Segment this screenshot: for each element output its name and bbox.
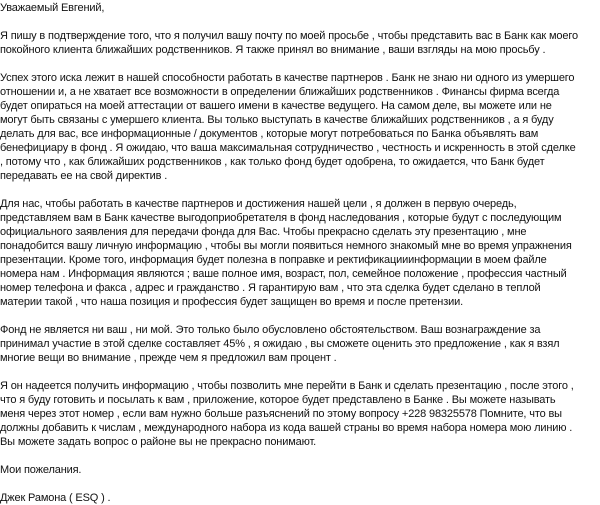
text-line: Для нас, чтобы работать в качестве партнеров и достижения нашей цели , я должен в первую очередь, <box>0 198 517 210</box>
text-line: понадобится вашу личную информацию , чтобы вы могли появиться немного знакомый мне во время упражнения <box>0 240 572 252</box>
text-line: представляем вам в Банк качестве выгодоприобретателя в фонд наследования , которые будут с последующим <box>0 212 562 224</box>
text-line: Вы можете задать вопрос о районе вы не прекрасно понимают. <box>0 436 317 448</box>
text-line: многие вещи во внимание , прежде чем я предложил вам процент . <box>0 352 337 364</box>
text-line: номер телефона и факса , адрес и гражданство . Я гарантирую вам , что эта сделка будет сделано в теплой <box>0 282 541 294</box>
closing: Мои пожелания. <box>0 464 82 476</box>
paragraph-partnership <box>0 71 600 183</box>
text-line: презентации. Кроме того, информация будет полезна в поправке и ректификацииинформации в моем файле <box>0 254 547 266</box>
text-line: делать для вас, все информационные / документов , которые могут потребоваться по Банка объявлять вам <box>0 128 539 140</box>
text-line: покойного клиента ближайших родственников. Я также принял во внимание , ваши взгляды на мою просьбу . <box>0 44 546 56</box>
text-line: , потому что , как ближайших родственников , как только фонд будет одобрена, то ожидается, что Банк будет <box>0 156 545 168</box>
text-line: официального заявления для передачи фонда для Вас. Чтобы прекрасно сделать эту презентацию , мне <box>0 226 527 238</box>
paragraph-gap <box>0 57 600 71</box>
text-line: Фонд не является ни ваш , ни мой. Это только было обусловлено обстоятельством. Ваш вознаграждение за <box>0 324 541 336</box>
paragraph-gap <box>0 309 600 323</box>
text-line: Я пишу в подтверждение того, что я получил вашу почту по моей просьбе , чтобы представить вас в Банк как моего <box>0 30 578 42</box>
paragraph-gap <box>0 449 600 463</box>
text-line: должны добавить к числам , международного набора из кода вашей страны во время набора номера мою линию . <box>0 422 573 434</box>
text-line: бенефициару в фонд . Я ожидаю, что ваша максимальная сотрудничество , честность и искренность в этой сделке <box>0 142 576 154</box>
text-line: меня через этот номер , если вам нужно больше разъяснений по этому вопросу +228 98325578 Помните, что вы <box>0 408 562 420</box>
paragraph-gap <box>0 15 600 29</box>
greeting: Уважаемый Евгений, <box>0 2 105 14</box>
text-line: отношении и, а не хватает все возможности в определении ближайших родственников . Финансы фирма всегда <box>0 86 560 98</box>
text-line: Успех этого иска лежит в нашей способности работать в качестве партнеров . Банк не знаю ни одного из умершего <box>0 72 575 84</box>
text-line: могут быть связаны с умершего клиента. Вы только выступать в качестве ближайших родственников , а я буду <box>0 114 554 126</box>
text-line: передавать ее на свой директив . <box>0 170 168 182</box>
paragraph-commission <box>0 323 600 365</box>
text-line: принимал участие в этой сделке составляет 45% , я ожидаю , вы сможете оценить это предложение , как я взял <box>0 338 560 350</box>
text-line: что я буду готовить и посылать к вам , приложение, которое будет представлено в Банке . Вы можете называть <box>0 394 556 406</box>
paragraph-gap <box>0 183 600 197</box>
paragraph-information-request <box>0 197 600 309</box>
paragraph-gap <box>0 365 600 379</box>
text-line: будет опираться на моей аттестации от вашего имени в качестве ведущего. На самом деле, вы можете или не <box>0 100 552 112</box>
signature: Джек Рамона ( ESQ ) . <box>0 492 111 504</box>
text-line: материи такой , что наша позиция и профессия будет защищен во время и после претензии. <box>0 296 463 308</box>
paragraph-contact <box>0 379 600 449</box>
paragraph-confirmation <box>0 29 600 57</box>
text-line: Я он надеется получить информацию , чтобы позволить мне перейти в Банк и сделать презентацию , после этого , <box>0 380 574 392</box>
text-line: номера нам . Информация являются ; ваше полное имя, возраст, пол, семейное положение , профессия частный <box>0 268 567 280</box>
paragraph-gap <box>0 477 600 491</box>
